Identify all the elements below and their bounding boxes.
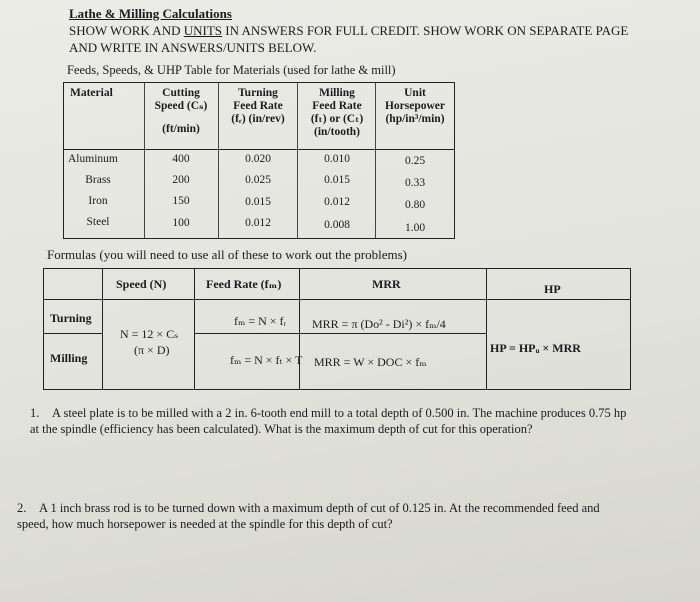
table-divider	[44, 299, 630, 300]
question-2-text: A 1 inch brass rod is to be turned down with a maximum depth of cut of 0.125 in. At the recommended feed and speed, how much horsepower is needed at the spindle for this depth of cut?	[17, 501, 600, 531]
table-divider	[297, 83, 298, 238]
speed-formula-line2: (π × D)	[134, 343, 170, 357]
instructions	[69, 22, 629, 56]
turning-label: Turning	[50, 311, 92, 325]
table-divider	[64, 149, 454, 150]
header-milling-4: (in/tooth)	[314, 126, 360, 138]
header-turning-2: Feed Rate	[233, 100, 283, 112]
table-divider	[102, 269, 103, 389]
header-milling-3: (fₜ) or (Cₜ)	[310, 113, 364, 125]
row-brass-turning: 0.025	[245, 174, 271, 186]
row-iron-material: Iron	[88, 195, 108, 207]
row-iron-speed: 150	[172, 195, 190, 207]
question-2-number: 2.	[17, 501, 27, 515]
row-aluminum-hp: 0.25	[404, 155, 426, 167]
row-aluminum-turning: 0.020	[245, 153, 271, 165]
row-aluminum-material: Aluminum	[68, 153, 118, 165]
row-brass-milling: 0.015	[324, 174, 350, 186]
hp-formula: HP = HPᵤ × MRR	[490, 341, 581, 355]
formulas-table	[43, 268, 631, 390]
row-iron-milling: 0.012	[324, 196, 350, 208]
row-iron-turning: 0.015	[245, 196, 271, 208]
table-divider	[375, 83, 376, 238]
question-1	[30, 405, 630, 437]
header-milling-2: Feed Rate	[312, 100, 362, 112]
row-steel-material: Steel	[86, 216, 110, 228]
header-material: Material	[70, 87, 113, 99]
turning-mrr-formula: MRR = π (Do² - Di²) × fₘ/4	[312, 317, 446, 331]
table-caption: Feeds, Speeds, & UHP Table for Materials (used for lathe & mill)	[67, 63, 396, 77]
milling-label: Milling	[50, 351, 88, 365]
row-aluminum-milling: 0.010	[324, 153, 350, 165]
header-speed: Speed (N)	[116, 277, 167, 291]
header-cutting-3: (ft/min)	[162, 123, 200, 135]
table-divider	[144, 83, 145, 238]
table-divider	[44, 333, 102, 334]
table-divider	[218, 83, 219, 238]
row-iron-hp: 0.80	[404, 199, 426, 211]
materials-table	[63, 82, 455, 239]
header-unit-2: Horsepower	[384, 100, 446, 112]
row-brass-material: Brass	[85, 174, 111, 186]
table-divider	[194, 333, 486, 334]
question-1-number: 1.	[30, 406, 40, 420]
row-brass-hp: 0.33	[404, 177, 426, 189]
header-feed-rate: Feed Rate (fₘ)	[206, 277, 282, 291]
turning-feed-formula: fₘ = N × fᵣ	[234, 314, 287, 328]
row-steel-hp: 1.00	[404, 222, 426, 234]
table-divider	[299, 269, 300, 389]
header-mrr: MRR	[372, 277, 401, 291]
header-turning-1: Turning	[238, 87, 278, 99]
header-milling-1: Milling	[319, 87, 355, 99]
instructions-part1: SHOW WORK AND	[69, 23, 184, 38]
instructions-underlined: UNITS	[183, 23, 223, 38]
page-title: Lathe & Milling Calculations	[69, 6, 232, 21]
row-brass-speed: 200	[172, 174, 190, 186]
question-2	[17, 500, 627, 532]
header-turning-3: (fᵣ) (in/rev)	[231, 113, 285, 125]
header-unit-1: Unit	[404, 87, 426, 99]
row-steel-turning: 0.012	[245, 217, 271, 229]
table-divider	[486, 269, 487, 389]
milling-feed-formula: fₘ = N × fₜ × T	[230, 353, 303, 367]
table-divider	[194, 269, 195, 389]
header-unit-3: (hp/in³/min)	[385, 113, 445, 125]
speed-formula-line1: N = 12 × Cₛ	[120, 327, 179, 341]
formulas-caption: Formulas (you will need to use all of these to work out the problems)	[47, 247, 407, 262]
header-cutting-2: Speed (Cₛ)	[154, 100, 208, 112]
header-hp: HP	[544, 282, 561, 296]
row-aluminum-speed: 400	[172, 153, 190, 165]
instructions-part2: IN ANSWERS FOR FULL CREDIT. SHOW WORK ON SEPARATE PAGE AND WRITE IN ANSWERS/UNITS BELOW.	[69, 23, 629, 55]
header-cutting-1: Cutting	[162, 87, 200, 99]
question-1-text: A steel plate is to be milled with a 2 in. 6-tooth end mill to a total depth of 0.500 in. The machine produces 0.75 hp at the spindle (efficiency has been calculated). What is the maximum depth of cut for this operation?	[30, 406, 627, 436]
milling-mrr-formula: MRR = W × DOC × fₘ	[314, 355, 427, 369]
row-steel-speed: 100	[172, 217, 190, 229]
row-steel-milling: 0.008	[324, 219, 350, 231]
